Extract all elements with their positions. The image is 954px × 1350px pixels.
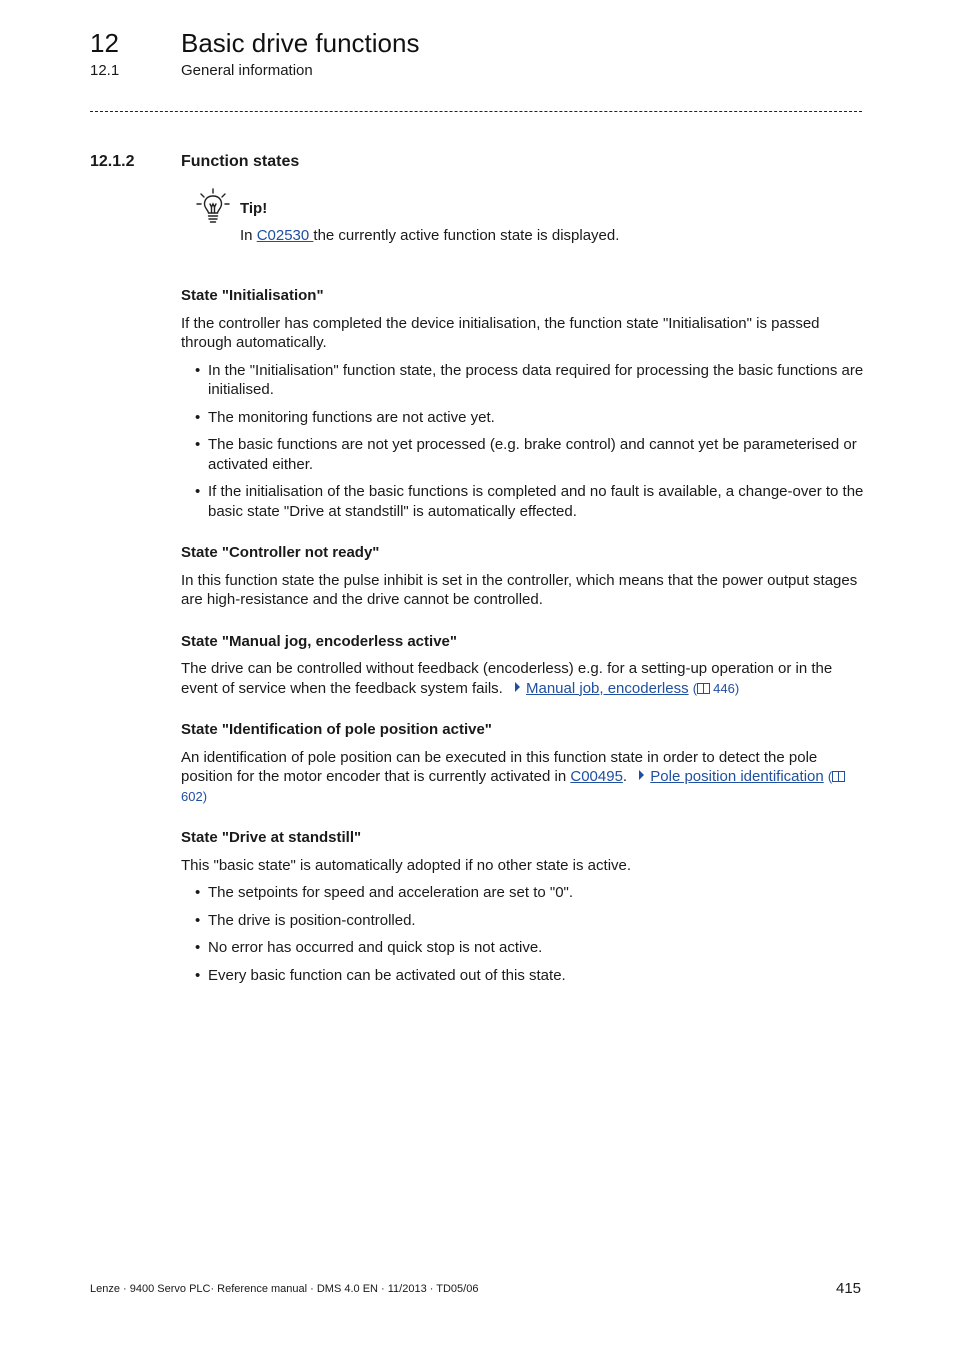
tip-text-before: In [240, 227, 257, 244]
arrow-right-icon [515, 682, 520, 692]
state-standstill [181, 828, 864, 985]
heading-initialisation: State "Initialisation" [181, 287, 324, 304]
list-item: • If the initialisation of the basic functions is completed and no fault is available, a change-over to the basic state "Drive at standstill" is automatically effected. [181, 482, 864, 521]
tip-text [240, 227, 619, 244]
section-number: 12.1.2 [90, 153, 135, 170]
page-ref-manual-jog[interactable]: ( 446) [692, 680, 740, 696]
state-not-ready [181, 543, 864, 610]
state-manual-jog [181, 632, 864, 699]
subchapter-title: General information [181, 62, 313, 79]
list-item: • The drive is position-controlled. [181, 911, 864, 931]
text-pole-id [181, 748, 864, 807]
heading-not-ready: State "Controller not ready" [181, 544, 380, 561]
page-number: 415 [836, 1280, 862, 1297]
manual-jog-text: The drive can be controlled without feedback (encoderless) e.g. for a setting-up operation or in the event of service when the feedback system fails. [181, 660, 833, 697]
link-manual-jog[interactable]: Manual job, encoderless [526, 679, 689, 697]
list-initialisation [181, 361, 864, 522]
pole-id-text-mid: . [622, 768, 632, 785]
list-item: • The setpoints for speed and acceleration are set to "0". [181, 883, 864, 903]
header-divider [90, 111, 862, 112]
text-standstill-intro: This "basic state" is automatically adopted if no other state is active. [181, 856, 632, 874]
book-icon [832, 771, 845, 782]
link-c00495[interactable]: C00495 [570, 768, 623, 785]
chapter-title: Basic drive functions [181, 28, 420, 58]
tip-link-c02530[interactable]: C02530 [256, 227, 314, 244]
state-pole-id [181, 720, 864, 806]
chapter-number: 12 [90, 28, 119, 58]
link-pole-position-identification[interactable]: Pole position identification [650, 768, 824, 785]
tip-label: Tip! [240, 200, 268, 217]
list-item: • Every basic function can be activated out of this state. [181, 966, 864, 986]
tip-text-after: the currently active function state is displayed. [313, 227, 620, 244]
list-item: • No error has occurred and quick stop is not active. [181, 938, 864, 958]
list-standstill [181, 883, 864, 985]
footer-document-info: Lenze · 9400 Servo PLC· Reference manual · DMS 4.0 EN · 11/2013 · TD05/06 [90, 1283, 479, 1295]
lightbulb-icon [196, 188, 232, 224]
text-manual-jog [181, 659, 864, 698]
book-icon [697, 683, 710, 694]
pole-id-text-before: An identification of pole position can be executed in this function state in order to detect the pole position for the motor encoder that is currently activated in [181, 748, 818, 785]
page-ref-pole-id[interactable]: (602) [181, 769, 848, 804]
state-initialisation [181, 286, 864, 521]
heading-manual-jog: State "Manual jog, encoderless active" [181, 632, 457, 650]
text-not-ready: In this function state the pulse inhibit is set in the controller, which means that the power output stages are high-resistance and the drive cannot be controlled. [181, 571, 858, 608]
list-item: • The monitoring functions are not active yet. [181, 408, 864, 428]
arrow-right-icon [639, 770, 644, 780]
page-ref-number: 446 [713, 680, 735, 696]
text-initialisation-intro: If the controller has completed the device initialisation, the function state "Initialisation" is passed through automatically. [181, 314, 820, 351]
content-body [181, 286, 864, 1007]
list-item: • The basic functions are not yet processed (e.g. brake control) and cannot yet be parameterised or activated either. [181, 435, 864, 474]
subchapter-number: 12.1 [90, 62, 120, 79]
heading-standstill: State "Drive at standstill" [181, 829, 362, 846]
section-title: Function states [181, 153, 300, 170]
list-item: • In the "Initialisation" function state, the process data required for processing the basic functions are initialised. [181, 361, 864, 400]
page-ref-number: 602 [181, 788, 203, 804]
heading-pole-id: State "Identification of pole position active" [181, 721, 492, 738]
